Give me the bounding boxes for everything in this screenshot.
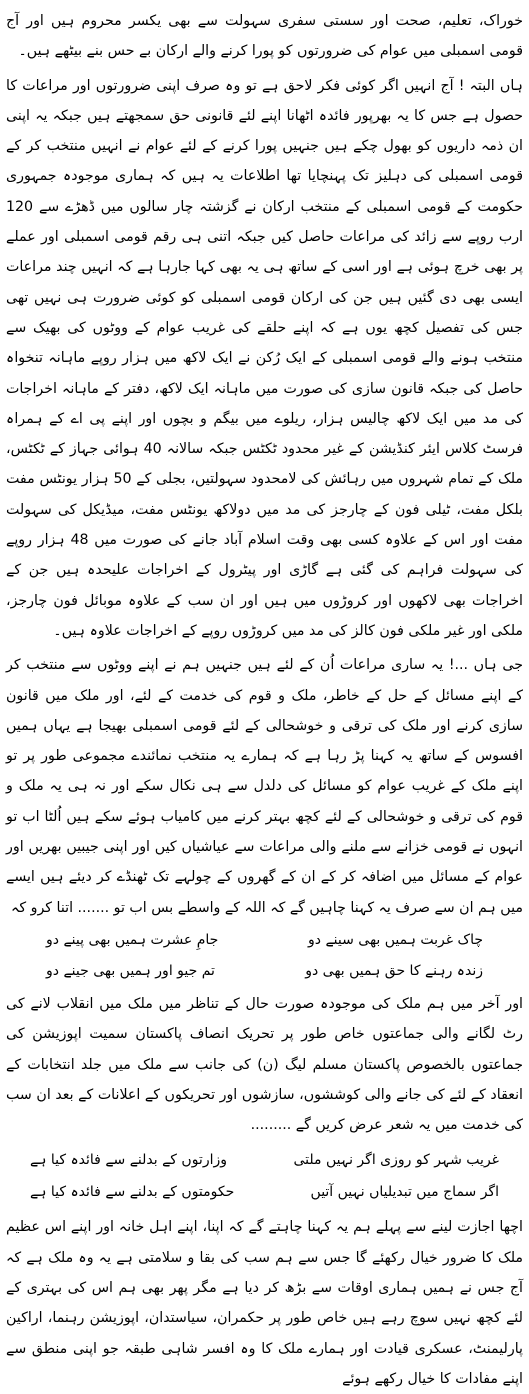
poem-line: غریب شہر کو روزی اگر نہیں ملتی bbox=[293, 1152, 499, 1169]
poem-line: وزارتوں کے بدلنے سے فائدہ کیا ہے bbox=[30, 1152, 227, 1169]
poem-line: چاک غربت ہمیں بھی سینے دو bbox=[308, 931, 483, 948]
paragraph-2 bbox=[6, 71, 523, 647]
paragraph-3-text: جی ہاں ...! یہ ساری مراعات اُن کے لئے ہیں جنہیں ہم نے اپنے ووٹوں سے منتخب کر کے اپنے مسائل کے حل کے خاطر، ملک و قوم کی خدمت کے لئے، اور ملک میں قانون سازی کرنے اور ملک کی ترقی و خوشحالی کے لئے قومی اسمبلی بھیجا ہے یہاں ہمیں افسوس کے ساتھ یہ کہنا پڑ رہا ہے کہ ہمارے یہ منتخب نمائندے مجموعی طور پر تو اپنے ملک کے غریب عوام کو مسائل کی دلدل سے ہی نکال سکے اور نہ ہی یہ ملک و قوم کی ترقی و خوشحالی کے لئے کچھ بہتر کرنے میں کامیاب ہوئے سکے ہیں اُلٹا اب تو انہوں نے قومی خزانے سے ملنے والی مراعات سے عیاشیاں کیں اور اپنی جیبیں بھریں اور عوام کے مسائل میں اضافہ کر کے ان کے گھروں کے چولہے تک ٹھنڈے کر دیئے ہیں ایسے میں ہم ان سے صرف یہ کہنا چاہیں گے کہ اللہ کے واسطے بس اب تو ....... اتنا کرو کہ bbox=[6, 657, 523, 916]
paragraph-1 bbox=[6, 6, 523, 67]
paragraph-4-text: اور آخر میں ہم ملک کی موجودہ صورت حال کے تناظر میں ملک میں انقلاب لانے کی رٹ لگانے والی جماعتوں خاص طور پر تحریک انصاف پاکستان سمیت اپوزیشن کی جماعتوں بالخصوص پاکستان مسلم لیگ (ن) کی جانب سے ملک میں جلد انتخابات کے انعقاد کے لئے کی جانے والی کوششوں، سازشوں اور تحریکوں کے اعلانات کے بعد ان سب کی خدمت میں یہ شعر عرض کریں گے ......... bbox=[6, 995, 523, 1134]
paragraph-5-text: اچھا اجازت لینے سے پہلے ہم یہ کہنا چاہتے گے کہ اپنا، اپنے اہل خانہ اور اپنے اس عظیم ملک کا ضرور خیال رکھئے گا جس سے ہم سب کی بقا و سلامتی ہے یہ وہ ملک ہے کہ آج جس نے ہمیں ہماری اوقات سے بڑھ کر دیا ہے مگر پھر بھی ہم اس کی بہتری کے لئے کچھ نہیں سوچ رہے ہیں خاص طور پر حکمران، سیاستدان، اپوزیشن رہنما، اراکین پارلیمنٹ، عسکری قیادت اور ہمارے ملک کا وہ افسر شاہی طبقہ جو اپنی منطق سے اپنے مفادات کا خیال رکھے ہوئے bbox=[6, 1219, 523, 1387]
paragraph-2-text: ہاں البتہ ! آج انہیں اگر کوئی فکر لاحق ہے تو وہ صرف اپنی ضرورتوں اور مراعات کا حصول ہے جس کا یہ بھرپور فائدہ اٹھانا اپنے لئے قانونی حق سمجھتے ہیں جبکہ یہ اپنی ان ذمہ داریوں کو بھول چکے ہیں جنہیں پورا کرنے کے لئے عوام نے انہیں منتخب کر کے قومی اسمبلی کی دہلیز تک پہنچایا تھا اطلاعات یہ ہیں کہ ہماری موجودہ جمہوری حکومت کے قومی اسمبلی کے منتخب ارکان نے گزشتہ چار سالوں میں ڈھڑے سے 120 ارب روپے سے زائد کی مراعات حاصل کیں جبکہ اتنی ہی رقم قومی اسمبلی اور عملے پر بھی خرچ ہوئی ہے اور اسی کے ساتھ ہی یہ بھی کہا جارہا ہے کہ انہیں چند مراعات ایسی بھی دی گئیں ہیں جن کی ارکان قومی اسمبلی کو کوئی ضرورت ہی نہیں تھی جس کی تفصیل کچھ یوں ہے کہ اپنے حلقے کی غریب عوام کے ووٹوں کی بھیک سے منتخب ہونے والے قومی اسمبلی کے ایک رُکن نے ایک لاکھ میں ہزار روپے ماہانہ تنخواہ حاصل کی جبکہ قانون سازی کی صورت میں ماہانہ ایک لاکھ، دفتر کے ماہانہ اخراجات کی مد میں ایک لاکھ چالیس ہزار، ریلوے میں بیگم و بچوں اور اپنے پی اے کے ہمراہ فرسٹ کلاس ایئر کنڈیشن کے غیر محدود ٹکٹس جبکہ سالانہ 40 ہوائی جہاز کے ٹکٹس، ملک کے تمام شہروں میں رہائش کی لامحدود سہولتیں، بجلی کے 50 ہزار یونٹس مفت بلکل مفت، ٹیلی فون کے چارجز کی مد میں دولاکھ یونٹس مفت، میڈیکل کی سہولت مفت اور اس کے علاوہ کسی بھی وقت اسلام آباد جانے کی صورت میں 48 ہزار روپے کی سہولت فراہم کی گئی ہے گاڑی اور پیٹرول کے اخراجات علیحدہ ہیں جن کے اخراجات بھی لاکھوں اور کروڑوں میں ہیں اور ان سب کے علاوہ موبائل فون چارجز، ملکی اور غیر ملکی فون کالز کی مد میں کروڑوں روپے کے اخراجات علاوہ ہیں۔ bbox=[6, 77, 524, 639]
poem-couplet-2 bbox=[30, 1144, 499, 1208]
paragraph-5 bbox=[6, 1212, 523, 1394]
paragraph-1-text: خوراک، تعلیم، صحت اور سستی سفری سہولت سے بھی یکسر محروم ہیں اور آج قومی اسمبلی میں عوام کی ضرورتوں کو پورا کرنے والے ارکان بے حس بنے بیٹھے ہیں۔ bbox=[6, 13, 523, 60]
poem-line: تم جیو اور ہمیں بھی جینے دو bbox=[46, 962, 215, 979]
paragraph-4 bbox=[6, 989, 523, 1140]
paragraph-3 bbox=[6, 650, 523, 923]
poem-line: اگر سماج میں تبدیلیاں نہیں آتیں bbox=[310, 1184, 499, 1201]
poem-line: جامِ عشرت ہمیں بھی پینے دو bbox=[46, 931, 219, 948]
poem-line: حکومتوں کے بدلنے سے فائدہ کیا ہے bbox=[30, 1184, 235, 1201]
poem-couplet-1 bbox=[46, 925, 483, 987]
poem-line: زندہ رہنے کا حق ہمیں بھی دو bbox=[305, 962, 483, 979]
